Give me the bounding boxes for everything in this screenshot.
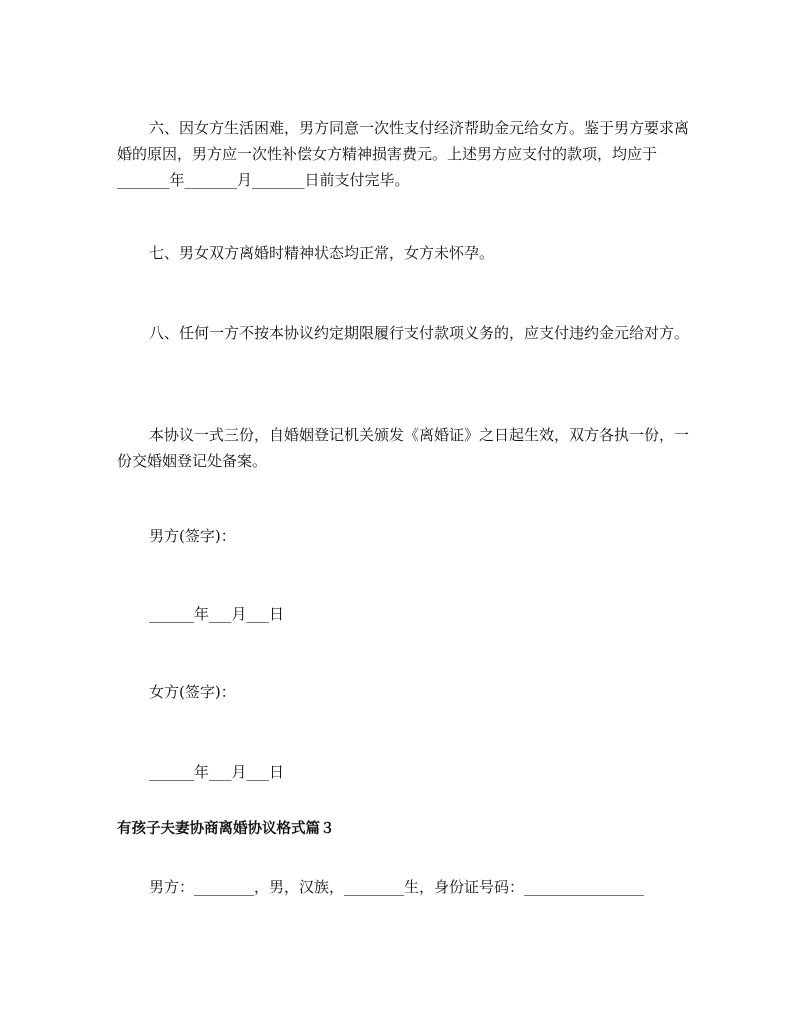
male-signature-date: ______年___月___日: [149, 605, 285, 623]
female-signature-date: ______年___月___日: [149, 763, 285, 781]
clause-eight-paragraph: 八、任何一方不按本协议约定期限履行支付款项义务的，应支付违约金元给对方。: [149, 324, 690, 342]
male-signature-label: 男方(签字)：: [149, 527, 236, 545]
clause-seven-paragraph: 七、男女双方离婚时精神状态均正常，女方未怀孕。: [149, 244, 495, 262]
female-signature-label: 女方(签字)：: [149, 683, 236, 701]
section-heading: 有孩子夫妻协商离婚协议格式篇３: [117, 821, 335, 837]
clause-six-paragraph: 六、因女方生活困难，男方同意一次性支付经济帮助金元给女方。鉴于男方要求离婚的原因，男方应一次性补偿女方精神损害费元。上述男方应支付的款项，均应于_______年_______月_______日前支付完毕。: [117, 119, 690, 189]
male-party-info-line: 男方：________，男，汉族，________生，身份证号码：________________: [149, 878, 645, 896]
agreement-copies-paragraph: 本协议一式三份，自婚姻登记机关颁发《离婚证》之日起生效，双方各执一份，一份交婚姻登记处备案。: [117, 426, 690, 470]
